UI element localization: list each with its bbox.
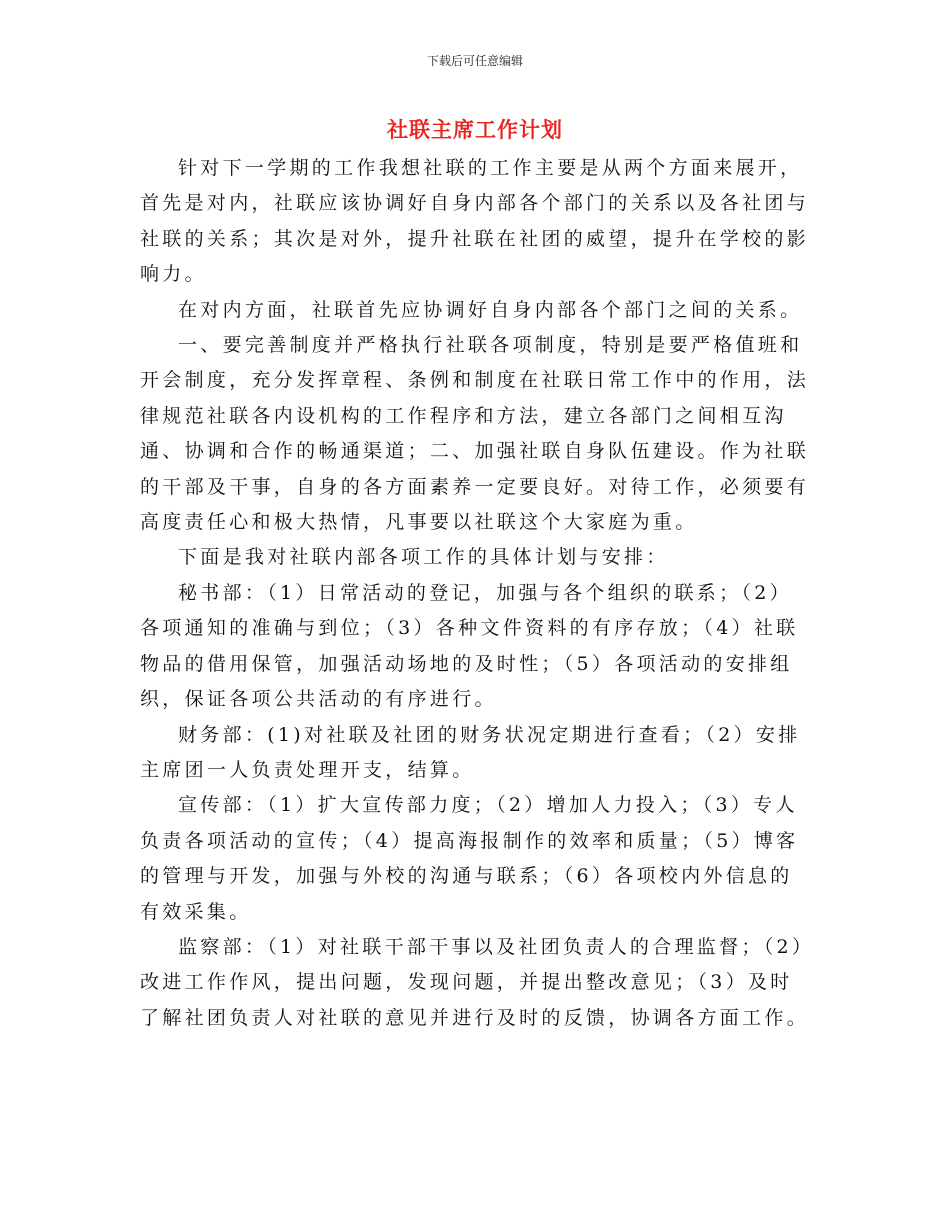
document-body xyxy=(140,151,812,1036)
paragraph-supervision: 监察部：（1）对社联干部干事以及社团负责人的合理监督；（2）改进工作作风，提出问题，发现问题，并提出整改意见；（3）及时了解社团负责人对社联的意见并进行及时的反馈，协调各方面工作。 xyxy=(140,935,810,1029)
paragraph-internal-relations: 在对内方面，社联首先应协调好自身内部各个部门之间的关系。 xyxy=(178,298,803,321)
paragraph-plan-intro: 下面是我对社联内部各项工作的具体计划与安排： xyxy=(178,546,669,569)
paragraph-system-and-team: 一、要完善制度并严格执行社联各项制度，特别是要严格值班和开会制度，充分发挥章程、条例和制度在社联日常工作中的作用，法律规范社联各内设机构的工作程序和方法，建立各部门之间相互沟通、协调和合作的畅通渠道；二、加强社联自身队伍建设。作为社联的干部及干事，自身的各方面素养一定要良好。对待工作，必须要有高度责任心和极大热情，凡事要以社联这个大家庭为重。 xyxy=(140,334,810,534)
paragraph-intro: 针对下一学期的工作我想社联的工作主要是从两个方面来展开，首先是对内，社联应该协调好自身内部各个部门的关系以及各社团与社联的关系；其次是对外，提升社联在社团的威望，提升在学校的影响力。 xyxy=(140,157,810,286)
paragraph-finance: 财务部：(1)对社联及社团的财务状况定期进行查看；（2）安排主席团一人负责处理开支，结算。 xyxy=(140,723,801,781)
header-note: 下载后可任意编辑 xyxy=(426,54,523,68)
document-title: 社联主席工作计划 xyxy=(387,117,563,142)
paragraph-secretariat: 秘书部：（1）日常活动的登记，加强与各个组织的联系；（2）各项通知的准确与到位；（3）各种文件资料的有序存放；（4）社联物品的借用保管，加强活动场地的及时性；（5）各项活动的安排组织，保证各项公共活动的有序进行。 xyxy=(140,581,799,711)
paragraph-publicity: 宣传部：（1）扩大宣传部力度；（2）增加人力投入；（3）专人负责各项活动的宣传；（4）提高海报制作的效率和质量；（5）博客的管理与开发，加强与外校的沟通与联系；（6）各项校内外信息的有效采集。 xyxy=(140,794,799,923)
